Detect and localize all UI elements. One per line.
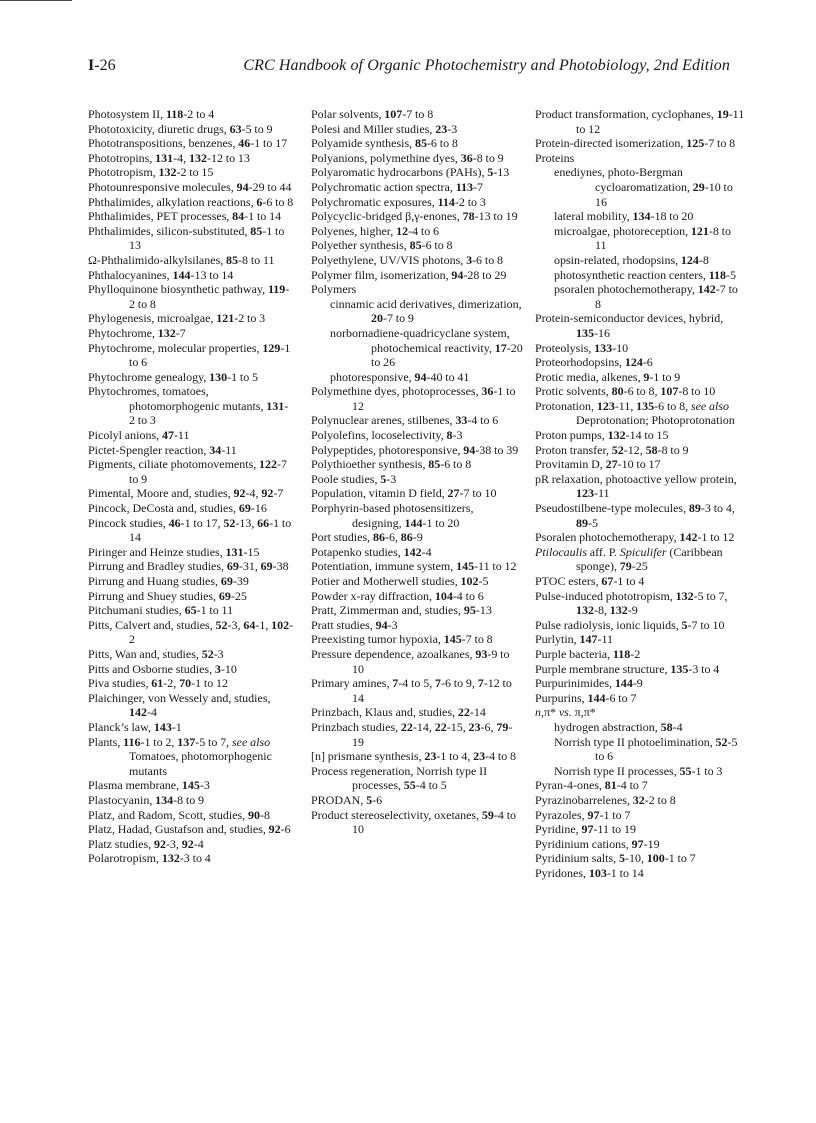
- index-entry: Polynuclear arenes, stilbenes, 33-4 to 6: [311, 413, 499, 428]
- index-entry: Product stereoselectivity, oxetanes, 59-4 to 10: [311, 807, 517, 837]
- index-entry: Polychromatic exposures, 114-2 to 3: [311, 194, 486, 209]
- index-entry: Polyether synthesis, 85-6 to 8: [311, 238, 453, 253]
- index-entry: [n] prismane synthesis, 23-1 to 4, 23-4 to 8: [311, 749, 517, 764]
- index-column-3: [535, 107, 745, 880]
- index-entry: Polyamide synthesis, 85-6 to 8: [311, 136, 458, 151]
- index-entry: Phthalocyanines, 144-13 to 14: [88, 267, 234, 282]
- index-entry: Plants, 116-1 to 2, 137-5 to 7, see also Tomatoes, photomorphogenic mutants: [88, 734, 272, 778]
- index-entry: Pulse radiolysis, ionic liquids, 5-7 to 10: [535, 617, 725, 632]
- index-entry: Phylloquinone biosynthetic pathway, 119-2 to 8: [88, 282, 290, 311]
- index-entry: Potier and Motherwell studies, 102-5: [311, 574, 489, 588]
- index-entry: pR relaxation, photoactive yellow protein, 123-11: [535, 471, 737, 501]
- index-entry: Polarotropism, 132-3 to 4: [88, 851, 211, 866]
- index-entry: Piva studies, 61-2, 70-1 to 12: [88, 676, 229, 691]
- index-entry: PTOC esters, 67-1 to 4: [535, 574, 645, 588]
- index-entry: Polar solvents, 107-7 to 8: [311, 107, 434, 121]
- index-entry: Platz, and Radom, Scott, studies, 90-8: [88, 807, 270, 822]
- index-entry: Primary amines, 7-4 to 5, 7-6 to 9, 7-12 to 14: [311, 676, 512, 705]
- index-entry: Ptilocaulis aff. P. Spiculifer (Caribbean sponge), 79-25: [535, 544, 723, 574]
- index-entry: Ω-Phthalimido-alkylsilanes, 85-8 to 11: [88, 252, 275, 267]
- index-entry: Phytochromes, tomatoes, photomorphogenic mutants, 131-2 to 3: [88, 384, 289, 428]
- index-entry: Polyaromatic hydrocarbons (PAHs), 5-13: [311, 165, 510, 180]
- index-column-1: [88, 107, 294, 866]
- index-entry: Phototropins, 131-4, 132-12 to 13: [88, 150, 250, 165]
- index-entry: Protic media, alkenes, 9-1 to 9: [535, 369, 681, 384]
- index-entry: Polyolefins, locoselectivity, 8-3: [311, 428, 463, 443]
- index-entry: Proteorhodopsins, 124-6: [535, 355, 653, 370]
- index-entry: Proteolysis, 133-10: [535, 340, 629, 355]
- index-subentry: psoralen photochemotherapy, 142-7 to 8: [554, 282, 738, 311]
- index-entry: Plastocyanin, 134-8 to 9: [88, 792, 205, 807]
- index-entry: Phytochrome genealogy, 130-1 to 5: [88, 369, 259, 384]
- index-subentry: lateral mobility, 134-18 to 20: [554, 209, 694, 224]
- index-subentry: enediynes, photo-Bergman cycloaromatization, 29-10 to 16: [554, 165, 733, 209]
- index-entry: Photosystem II, 118-2 to 4: [88, 107, 215, 121]
- index-subentry: photosynthetic reaction centers, 118-5: [554, 267, 737, 282]
- index-entry: Polypeptides, photoresponsive, 94-38 to 39: [311, 442, 519, 457]
- page-number-value: -26: [94, 57, 116, 74]
- index-entry: Polythioether synthesis, 85-6 to 8: [311, 457, 472, 472]
- index-entry: Purple membrane structure, 135-3 to 4: [535, 661, 720, 676]
- index-entry: Plaichinger, von Wessely and, studies, 142-4: [88, 690, 271, 720]
- index-entry: Pincock, DeCosta and, studies, 69-16: [88, 501, 267, 516]
- index-subentry: Norrish type II photoelimination, 52-5 to 6: [554, 734, 738, 764]
- index-entry: Pyridones, 103-1 to 14: [535, 865, 644, 880]
- index-entry: Purpurinimides, 144-9: [535, 676, 643, 691]
- index-entry: Pratt studies, 94-3: [311, 617, 398, 632]
- index-entry: Phytochrome, molecular properties, 129-1 to 6: [88, 340, 291, 370]
- index-entry: Purpurins, 144-6 to 7: [535, 690, 637, 705]
- book-title: CRC Handbook of Organic Photochemistry and Photobiology, 2nd Edition: [243, 57, 730, 74]
- index-entry: Powder x-ray diffraction, 104-4 to 6: [311, 588, 484, 603]
- index-entry: Psoralen photochemotherapy, 142-1 to 12: [535, 530, 735, 545]
- index-entry: Pratt, Zimmerman and, studies, 95-13: [311, 603, 492, 618]
- index-subentry: cinnamic acid derivatives, dimerization, 20-7 to 9: [330, 296, 522, 326]
- index-entry: Porphyrin-based photosensitizers, designing, 144-1 to 20: [311, 501, 474, 530]
- index-entry: Pseudostilbene-type molecules, 89-3 to 4, 89-5: [535, 501, 735, 530]
- index-entry: Polyanions, polymethine dyes, 36-8 to 9: [311, 150, 504, 165]
- index-entry: Port studies, 86-6, 86-9: [311, 530, 423, 545]
- page-header: [88, 57, 730, 79]
- index-entry: n,π* vs. π,π*: [535, 705, 596, 720]
- index-entry: Pyrazinobarrelenes, 32-2 to 8: [535, 792, 676, 807]
- page-number: [88, 57, 116, 75]
- index-entry: Pyridinium cations, 97-19: [535, 836, 660, 851]
- index-entry: Pincock studies, 46-1 to 17, 52-13, 66-1 to 14: [88, 515, 292, 545]
- index-entry: Potentiation, immune system, 145-11 to 12: [311, 559, 517, 574]
- index-entry: Phototranspositions, benzenes, 46-1 to 17: [88, 136, 288, 151]
- index-subentry: hydrogen abstraction, 58-4: [554, 719, 683, 734]
- index-entry: Pimental, Moore and, studies, 92-4, 92-7: [88, 486, 284, 501]
- index-entry: Population, vitamin D field, 27-7 to 10: [311, 486, 497, 501]
- index-entry: Proteins: [535, 150, 575, 165]
- index-entry: Product transformation, cyclophanes, 19-11 to 12: [535, 107, 745, 136]
- index-entry: Proton pumps, 132-14 to 15: [535, 428, 669, 443]
- index-entry: Pitts, Wan and, studies, 52-3: [88, 646, 224, 661]
- index-entry: Polymers: [311, 282, 357, 297]
- index-entry: Proton transfer, 52-12, 58-8 to 9: [535, 442, 689, 457]
- index-entry: Pulse-induced phototropism, 132-5 to 7, 132-8, 132-9: [535, 588, 728, 618]
- index-entry: Pyridine, 97-11 to 19: [535, 822, 636, 837]
- index-entry: Phototoxicity, diuretic drugs, 63-5 to 9: [88, 121, 273, 136]
- index-subentry: Norrish type II processes, 55-1 to 3: [554, 763, 723, 778]
- index-entry: Polycyclic-bridged β,γ-enones, 78-13 to 19: [311, 209, 518, 224]
- index-entry: Pitchumani studies, 65-1 to 11: [88, 603, 234, 618]
- page-prefix: I: [88, 57, 95, 74]
- index-entry: Prinzbach studies, 22-14, 22-15, 23-6, 79-19: [311, 719, 513, 749]
- index-entry: Pirrung and Shuey studies, 69-25: [88, 588, 247, 603]
- index-entry: Protic solvents, 80-6 to 8, 107-8 to 10: [535, 384, 716, 399]
- index-entry: PRODAN, 5-6: [311, 792, 383, 807]
- index-entry: Pitts and Osborne studies, 3-10: [88, 661, 237, 676]
- index-entry: Pressure dependence, azoalkanes, 93-9 to 10: [311, 646, 510, 676]
- index-entry: Purlytin, 147-11: [535, 632, 614, 647]
- index-entry: Phthalimides, silicon-substituted, 85-1 to 13: [88, 223, 285, 253]
- index-entry: Polyethylene, UV/VIS photons, 3-6 to 8: [311, 252, 503, 267]
- index-entry: Pigments, ciliate photomovements, 122-7 to 9: [88, 457, 288, 486]
- index-entry: Platz studies, 92-3, 92-4: [88, 836, 204, 851]
- index-entry: Phytochrome, 132-7: [88, 325, 186, 340]
- index-entry: Planck’s law, 143-1: [88, 719, 182, 734]
- index-entry: Polychromatic action spectra, 113-7: [311, 179, 484, 194]
- index-entry: Prinzbach, Klaus and, studies, 22-14: [311, 705, 486, 720]
- index-entry: Pictet-Spengler reaction, 34-11: [88, 442, 237, 457]
- index-subentry: opsin-related, rhodopsins, 124-8: [554, 252, 709, 267]
- index-entry: Phthalimides, PET processes, 84-1 to 14: [88, 209, 282, 224]
- index-entry: Polyenes, higher, 12-4 to 6: [311, 223, 440, 238]
- index-entry: Protein-semiconductor devices, hybrid, 135-16: [535, 311, 724, 340]
- index-entry: Photounresponsive molecules, 94-29 to 44: [88, 179, 292, 194]
- index-entry: Phylogenesis, microalgae, 121-2 to 3: [88, 311, 266, 326]
- index-entry: Polesi and Miller studies, 23-3: [311, 121, 458, 136]
- index-entry: Polymer film, isomerization, 94-28 to 29: [311, 267, 507, 282]
- index-entry: Pyridinium salts, 5-10, 100-1 to 7: [535, 851, 696, 866]
- index-entry: Phthalimides, alkylation reactions, 6-6 to 8: [88, 194, 294, 209]
- index-entry: Plasma membrane, 145-3: [88, 778, 210, 793]
- index-entry: Phototropism, 132-2 to 15: [88, 165, 214, 180]
- index-entry: Purple bacteria, 118-2: [535, 646, 641, 661]
- index-entry: Process regeneration, Norrish type II processes, 55-4 to 5: [311, 763, 488, 793]
- index-entry: Platz, Hadad, Gustafson and, studies, 92-6: [88, 822, 291, 837]
- index-entry: Preexisting tumor hypoxia, 145-7 to 8: [311, 632, 493, 647]
- index-entry: Pirrung and Bradley studies, 69-31, 69-38: [88, 559, 289, 574]
- index-entry: Pirrung and Huang studies, 69-39: [88, 574, 249, 588]
- index-column-2: [311, 107, 523, 837]
- index-entry: Pyran-4-ones, 81-4 to 7: [535, 778, 648, 793]
- index-entry: Picolyl anions, 47-11: [88, 428, 190, 443]
- index-subentry: norbornadiene-quadricyclane system, photochemical reactivity, 17-20 to 26: [330, 325, 523, 370]
- index-entry: Potapenko studies, 142-4: [311, 544, 432, 559]
- index-entry: Pyrazoles, 97-1 to 7: [535, 807, 631, 822]
- index-subentry: photoresponsive, 94-40 to 41: [330, 369, 470, 384]
- index-subentry: microalgae, photoreception, 121-8 to 11: [554, 223, 732, 253]
- index-entry: Protein-directed isomerization, 125-7 to 8: [535, 136, 736, 151]
- index-entry: Protonation, 123-11, 135-6 to 8, see also Deprotonation; Photoprotonation: [535, 398, 735, 428]
- index-entry: Pitts, Calvert and, studies, 52-3, 64-1, 102-2: [88, 617, 294, 647]
- index-entry: Piringer and Heinze studies, 131-15: [88, 544, 260, 559]
- corner-rule: [0, 0, 72, 1]
- index-entry: Provitamin D, 27-10 to 17: [535, 457, 661, 472]
- index-entry: Poole studies, 5-3: [311, 471, 397, 486]
- index-entry: Polymethine dyes, photoprocesses, 36-1 to 12: [311, 384, 516, 413]
